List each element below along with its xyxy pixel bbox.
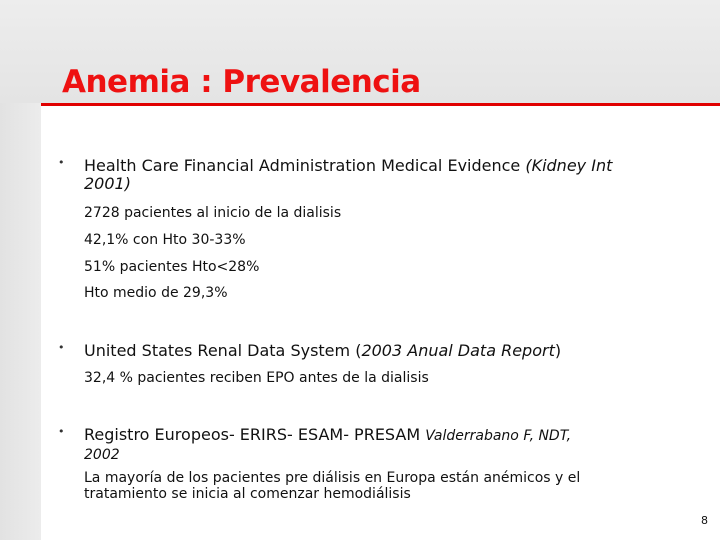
slide-title: Anemia : Prevalencia xyxy=(62,64,421,100)
section-2-cite: 2003 Anual Data Report xyxy=(361,341,555,360)
bullet-icon: • xyxy=(58,156,65,169)
section-2-close: ) xyxy=(554,341,562,360)
section-3-cite-year: 2002 xyxy=(84,447,120,463)
bullet-icon: • xyxy=(58,425,65,438)
section-2-text: United States Renal Data System ( xyxy=(84,341,362,360)
section-1-item: 51% pacientes Hto<28% xyxy=(84,259,260,275)
section-1-cite-year: 2001) xyxy=(84,174,131,193)
section-3-cite: Valderrabano F, NDT, xyxy=(425,428,572,444)
section-1-item: Hto medio de 29,3% xyxy=(84,285,228,301)
section-3-item: La mayoría de los pacientes pre diálisis en Europa están anémicos y el tratamiento se inicia al comenzar hemodiálisis xyxy=(84,470,581,502)
section-2-heading xyxy=(84,342,674,360)
section-3-text: Registro Europeos- ERIRS- ESAM- PRESAM xyxy=(84,425,426,444)
section-1-heading xyxy=(84,157,674,193)
section-2-item: 32,4 % pacientes reciben EPO antes de la dialisis xyxy=(84,370,429,386)
section-3-heading xyxy=(84,426,674,464)
page-number: 8 xyxy=(701,514,708,527)
section-1-item: 42,1% con Hto 30-33% xyxy=(84,232,246,248)
section-1-cite: (Kidney Int xyxy=(525,156,613,175)
left-band xyxy=(0,103,41,540)
title-underline xyxy=(41,103,720,106)
bullet-icon: • xyxy=(58,341,65,354)
section-1-item: 2728 pacientes al inicio de la dialisis xyxy=(84,205,342,221)
section-1-text: Health Care Financial Administration Medical Evidence xyxy=(84,156,526,175)
